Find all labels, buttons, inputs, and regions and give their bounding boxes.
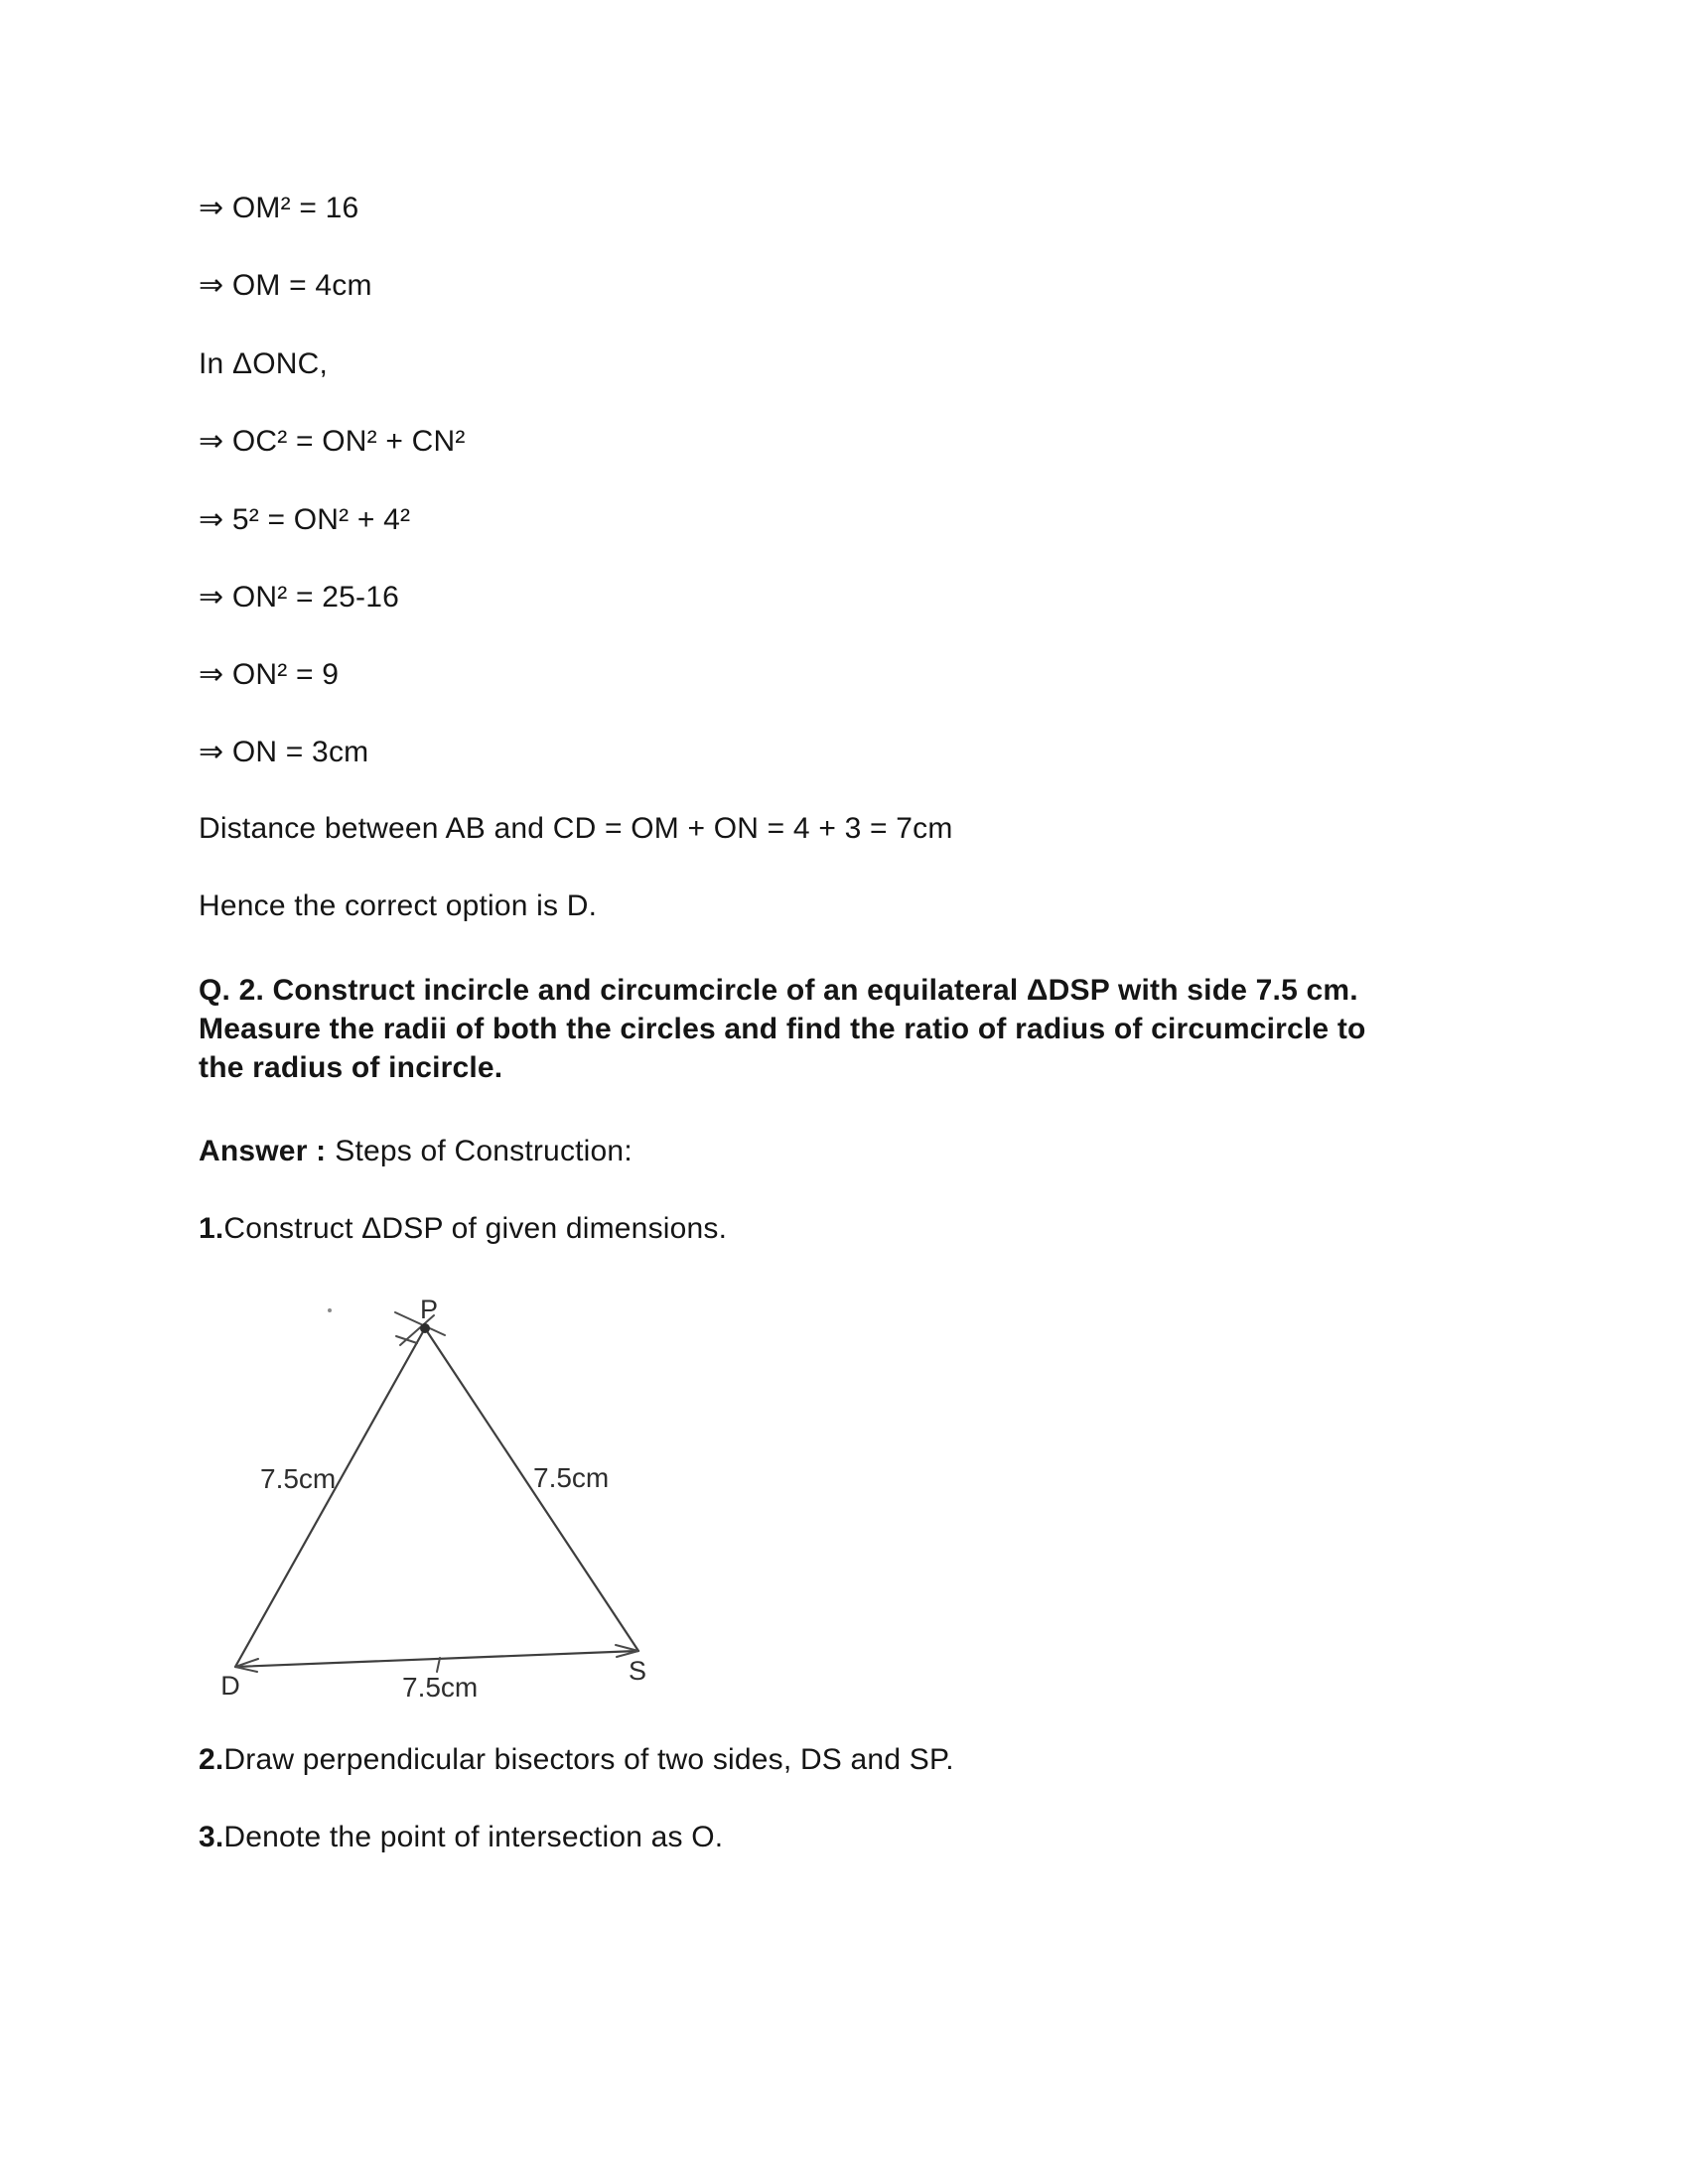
answer-text: Steps of Construction:: [335, 1135, 633, 1167]
solution-line: In ΔONC,: [199, 347, 328, 380]
question-2-line: Q. 2. Construct incircle and circumcircle of an equilateral ΔDSP with side 7.5 cm.: [199, 974, 1358, 1007]
step-2: [199, 1743, 954, 1777]
solution-line: ⇒ OM² = 16: [199, 192, 359, 224]
step-3-text: Denote the point of intersection as O.: [223, 1821, 724, 1853]
step-1-number: 1.: [199, 1212, 224, 1245]
solution-line: ⇒ ON = 3cm: [199, 736, 369, 768]
side-length-label-bottom: 7.5cm: [402, 1672, 479, 1703]
solution-line: ⇒ 5² = ON² + 4²: [199, 503, 411, 536]
step-3: [199, 1821, 723, 1854]
side-length-label-left: 7.5cm: [260, 1463, 337, 1494]
solution-line: Hence the correct option is D.: [199, 889, 598, 922]
vertex-label-d: D: [220, 1671, 240, 1701]
solution-line: ⇒ ON² = 9: [199, 658, 340, 691]
answer-label: Answer :: [199, 1135, 327, 1167]
side-length-label-right: 7.5cm: [533, 1462, 610, 1493]
step-3-number: 3.: [199, 1821, 224, 1853]
solution-line: Distance between AB and CD = OM + ON = 4 + 3 = 7cm: [199, 812, 953, 845]
pencil-speck: [328, 1308, 332, 1312]
vertex-label-s: S: [628, 1656, 647, 1686]
step-1: [199, 1212, 727, 1246]
answer-line: [199, 1135, 633, 1168]
step-2-number: 2.: [199, 1743, 224, 1776]
solution-line: ⇒ OM = 4cm: [199, 269, 372, 302]
vertex-label-p: P: [419, 1295, 439, 1324]
question-2-line: Measure the radii of both the circles and find the ratio of radius of circumcircle to: [199, 1013, 1366, 1045]
step-2-text: Draw perpendicular bisectors of two sides, DS and SP.: [223, 1743, 954, 1776]
question-2-line: the radius of incircle.: [199, 1051, 503, 1084]
question-2-text: [199, 971, 1366, 1087]
solution-line: ⇒ ON² = 25-16: [199, 581, 399, 614]
triangle-construction-figure: [213, 1283, 690, 1709]
triangle-side-ds: [235, 1651, 638, 1667]
midpoint-tick: [437, 1658, 440, 1672]
triangle-side-dp: [235, 1328, 425, 1667]
solution-line: ⇒ OC² = ON² + CN²: [199, 425, 466, 458]
apex-point: [420, 1323, 430, 1333]
construction-arc-mark: [396, 1336, 417, 1343]
step-1-text: Construct ΔDSP of given dimensions.: [223, 1212, 728, 1245]
